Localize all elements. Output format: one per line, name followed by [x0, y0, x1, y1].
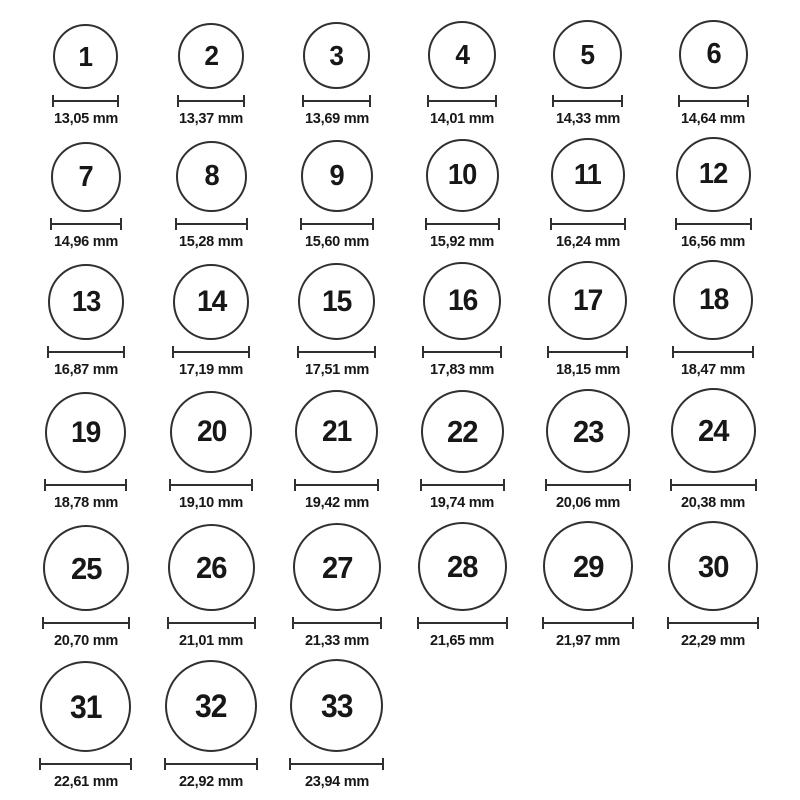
ring-size-item [670, 388, 757, 511]
diameter-measure-line [167, 617, 256, 629]
ring-size-number: 1 [78, 40, 93, 72]
measure-bar [291, 763, 382, 765]
ring-circle [51, 142, 121, 212]
diameter-measure-line [289, 758, 384, 770]
ring-size-item [545, 389, 631, 511]
measure-bar [302, 223, 372, 225]
diameter-label: 17,83 mm [430, 361, 495, 378]
chart-row [23, 260, 776, 378]
ring-size-number: 15 [322, 284, 352, 318]
ring-circle [428, 21, 496, 89]
ring-circle [543, 521, 633, 611]
ring-circle [671, 388, 756, 473]
ring-size-number: 20 [196, 415, 226, 448]
ring-size-item [297, 263, 376, 378]
measure-bar [429, 100, 495, 102]
diameter-measure-line [675, 218, 752, 230]
diameter-label: 19,10 mm [179, 494, 244, 511]
ring-circle [668, 521, 758, 611]
diameter-measure-line [292, 617, 382, 629]
measure-bar [674, 351, 752, 353]
ring-circle [423, 262, 501, 340]
measure-bar [427, 223, 498, 225]
diameter-label: 22,29 mm [681, 632, 746, 649]
measure-bar [680, 100, 747, 102]
ring-size-number: 21 [322, 414, 352, 448]
ring-circle [421, 390, 504, 473]
measure-bar [544, 622, 632, 624]
diameter-label: 16,56 mm [681, 233, 746, 250]
diameter-measure-line [302, 95, 371, 107]
diameter-label: 15,28 mm [179, 233, 244, 250]
ring-size-number: 32 [195, 688, 228, 724]
diameter-measure-line [422, 346, 502, 358]
measure-bar [299, 351, 374, 353]
ring-size-item [672, 260, 754, 378]
ring-size-number: 33 [320, 687, 353, 724]
ring-size-number: 29 [572, 548, 604, 584]
chart-row [23, 659, 776, 790]
ring-circle [303, 22, 370, 89]
ring-size-item [172, 264, 250, 378]
diameter-measure-line [425, 218, 500, 230]
ring-circle [168, 524, 255, 611]
ring-size-item [39, 661, 132, 790]
ring-circle [173, 264, 249, 340]
ring-size-number: 3 [329, 39, 344, 71]
measure-bar [422, 484, 503, 486]
diameter-label: 18,78 mm [53, 494, 118, 511]
ring-circle [418, 522, 507, 611]
ring-size-item [50, 142, 122, 250]
diameter-label: 14,01 mm [430, 110, 495, 127]
diameter-label: 22,61 mm [53, 773, 118, 790]
ring-size-number: 18 [698, 283, 728, 316]
ring-circle [48, 264, 124, 340]
diameter-measure-line [427, 95, 497, 107]
chart-row [23, 137, 776, 250]
ring-size-number: 6 [706, 38, 721, 70]
ring-size-item [294, 390, 379, 511]
ring-size-item [177, 23, 245, 127]
diameter-measure-line [172, 346, 250, 358]
chart-row [23, 20, 776, 127]
ring-size-item [47, 264, 125, 378]
ring-size-number: 12 [699, 158, 728, 190]
ring-size-item [44, 392, 127, 511]
ring-size-item [175, 141, 248, 250]
measure-bar [54, 100, 117, 102]
diameter-measure-line [177, 95, 245, 107]
ring-size-item [42, 525, 130, 649]
ring-size-item [289, 659, 384, 790]
diameter-label: 17,19 mm [179, 361, 244, 378]
diameter-label: 14,64 mm [681, 110, 746, 127]
ring-circle [548, 261, 627, 340]
diameter-measure-line [42, 617, 130, 629]
ring-size-number: 24 [697, 413, 729, 448]
ring-size-item [52, 24, 119, 127]
measure-bar [554, 100, 621, 102]
ring-size-item [667, 521, 759, 649]
diameter-label: 21,01 mm [179, 632, 244, 649]
ring-size-item [427, 21, 497, 127]
ring-size-item [169, 391, 253, 511]
diameter-label: 13,05 mm [53, 110, 118, 127]
ring-circle [551, 138, 625, 212]
diameter-label: 21,33 mm [304, 632, 369, 649]
diameter-label: 18,15 mm [555, 361, 620, 378]
diameter-label: 20,70 mm [53, 632, 118, 649]
ring-circle [546, 389, 630, 473]
diameter-measure-line [420, 479, 505, 491]
measure-bar [304, 100, 369, 102]
diameter-measure-line [44, 479, 127, 491]
measure-bar [294, 622, 380, 624]
diameter-measure-line [552, 95, 623, 107]
measure-bar [41, 763, 130, 765]
ring-size-item [417, 522, 508, 649]
ring-size-item [542, 521, 634, 649]
measure-bar [46, 484, 125, 486]
ring-size-number: 13 [71, 285, 100, 318]
diameter-label: 23,94 mm [304, 773, 369, 790]
diameter-measure-line [47, 346, 125, 358]
ring-circle [53, 24, 118, 89]
ring-size-number: 7 [78, 160, 93, 193]
ring-size-item [420, 390, 505, 511]
ring-size-item [425, 139, 500, 250]
measure-bar [169, 622, 254, 624]
diameter-measure-line [164, 758, 258, 770]
diameter-label: 19,74 mm [430, 494, 495, 511]
ring-size-number: 14 [196, 285, 226, 318]
ring-size-number: 2 [204, 40, 219, 71]
measure-bar [49, 351, 123, 353]
chart-row [23, 388, 776, 511]
ring-size-item [552, 20, 623, 127]
diameter-label: 15,60 mm [304, 233, 369, 250]
diameter-measure-line [547, 346, 628, 358]
ring-size-item [164, 660, 258, 790]
ring-circle [178, 23, 244, 89]
measure-bar [547, 484, 629, 486]
ring-size-number: 9 [329, 159, 344, 192]
ring-size-number: 23 [572, 413, 604, 449]
ring-circle [673, 260, 753, 340]
ring-size-item [167, 524, 256, 649]
diameter-label: 14,96 mm [53, 233, 118, 250]
measure-bar [677, 223, 750, 225]
diameter-label: 21,97 mm [555, 632, 620, 649]
ring-size-number: 25 [70, 550, 102, 586]
chart-row [23, 521, 776, 649]
diameter-measure-line [297, 346, 376, 358]
measure-bar [166, 763, 256, 765]
ring-size-item [550, 138, 626, 250]
ring-circle [426, 139, 499, 212]
diameter-measure-line [169, 479, 253, 491]
ring-circle [176, 141, 247, 212]
diameter-measure-line [672, 346, 754, 358]
ring-size-number: 10 [448, 159, 477, 191]
diameter-label: 19,42 mm [304, 494, 369, 511]
ring-size-number: 11 [574, 158, 602, 191]
diameter-measure-line [667, 617, 759, 629]
diameter-label: 17,51 mm [304, 361, 369, 378]
diameter-label: 13,69 mm [304, 110, 369, 127]
diameter-measure-line [678, 95, 749, 107]
measure-bar [174, 351, 248, 353]
diameter-measure-line [39, 758, 132, 770]
diameter-label: 14,33 mm [555, 110, 620, 127]
ring-size-number: 28 [446, 549, 478, 584]
ring-circle [165, 660, 257, 752]
diameter-measure-line [50, 218, 122, 230]
measure-bar [672, 484, 755, 486]
measure-bar [177, 223, 246, 225]
diameter-label: 20,38 mm [681, 494, 746, 511]
diameter-label: 16,87 mm [53, 361, 118, 378]
ring-size-number: 5 [580, 38, 595, 70]
ring-circle [553, 20, 622, 89]
ring-size-item [678, 20, 749, 127]
diameter-measure-line [542, 617, 634, 629]
diameter-label: 22,92 mm [179, 773, 244, 790]
diameter-measure-line [545, 479, 631, 491]
diameter-measure-line [300, 218, 374, 230]
ring-size-number: 26 [195, 550, 227, 585]
diameter-label: 20,06 mm [555, 494, 620, 511]
diameter-measure-line [175, 218, 248, 230]
ring-circle [293, 523, 381, 611]
ring-size-number: 31 [69, 688, 102, 725]
ring-circle [676, 137, 751, 212]
ring-size-item [547, 261, 628, 378]
measure-bar [171, 484, 251, 486]
measure-bar [549, 351, 626, 353]
measure-bar [419, 622, 506, 624]
ring-circle [295, 390, 378, 473]
measure-bar [669, 622, 757, 624]
diameter-measure-line [52, 95, 119, 107]
ring-size-item [675, 137, 752, 250]
ring-size-number: 22 [446, 414, 478, 449]
ring-size-item [302, 22, 371, 127]
ring-size-number: 30 [697, 548, 729, 584]
diameter-label: 13,37 mm [179, 110, 244, 127]
ring-circle [45, 392, 126, 473]
ring-size-number: 4 [455, 39, 470, 70]
ring-circle [170, 391, 252, 473]
ring-circle [298, 263, 375, 340]
ring-size-number: 19 [71, 415, 101, 449]
ring-circle [40, 661, 131, 752]
ring-circle [301, 140, 373, 212]
ring-size-item [300, 140, 374, 250]
diameter-label: 16,24 mm [555, 233, 620, 250]
diameter-measure-line [294, 479, 379, 491]
diameter-measure-line [670, 479, 757, 491]
diameter-label: 21,65 mm [430, 632, 495, 649]
diameter-measure-line [550, 218, 626, 230]
diameter-measure-line [417, 617, 508, 629]
ring-size-number: 17 [573, 283, 603, 317]
ring-size-item [292, 523, 382, 649]
ring-size-number: 8 [204, 160, 219, 192]
ring-circle [43, 525, 129, 611]
measure-bar [552, 223, 624, 225]
ring-size-item [422, 262, 502, 378]
measure-bar [179, 100, 243, 102]
diameter-label: 18,47 mm [681, 361, 746, 378]
measure-bar [44, 622, 128, 624]
ring-size-number: 27 [321, 549, 353, 585]
ring-size-number: 16 [447, 284, 477, 317]
measure-bar [52, 223, 120, 225]
ring-circle [679, 20, 748, 89]
diameter-label: 15,92 mm [430, 233, 495, 250]
ring-circle [290, 659, 383, 752]
measure-bar [424, 351, 500, 353]
measure-bar [296, 484, 377, 486]
